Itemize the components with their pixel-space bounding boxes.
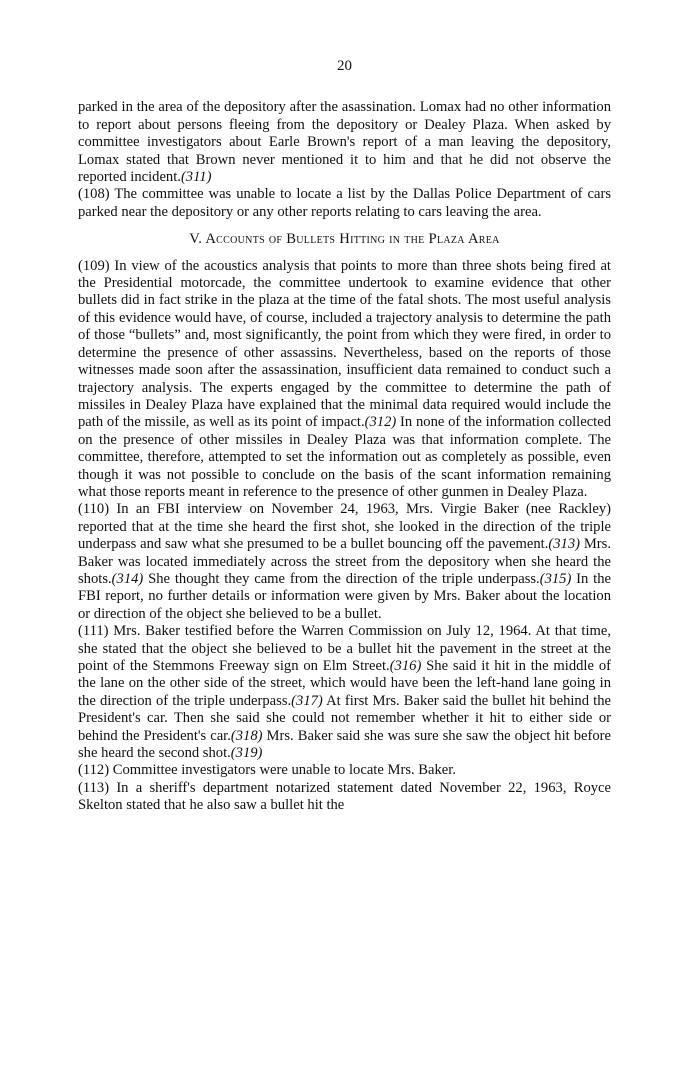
paragraph-text: Mrs. Baker said she was sure she saw the object hit before she heard the second shot.: [78, 727, 611, 762]
paragraph-text: In the FBI report, no further details or information were given by Mrs. Baker about the location or direction of the object she believed to be a bullet.: [78, 570, 611, 622]
paragraph-text: (110) In an FBI interview on November 24, 1963, Mrs. Virgie Baker (nee Rackley) reported that at the time she heard the first shot, she looked in the direction of the triple underpass and saw what she presumed to be a bullet bouncing off the pavement.: [78, 501, 611, 553]
citation-number: (316): [389, 658, 422, 674]
paragraph: [78, 623, 611, 762]
paragraph: [78, 99, 611, 186]
paragraph-text: She thought they came from the direction of the triple underpass.: [143, 570, 540, 587]
citation-number: (315): [539, 570, 572, 587]
paragraph: [78, 780, 611, 815]
paragraph-text: (113) In a sheriff's department notarized statement dated November 22, 1963, Royce Skelton stated that he also saw a bullet hit the: [78, 779, 611, 814]
citation-number: (317): [291, 692, 323, 709]
document-body: [78, 99, 611, 814]
paragraph: [78, 186, 611, 221]
paragraph-text: (112) Committee investigators were unable to locate Mrs. Baker.: [78, 762, 456, 779]
citation-number: (312): [364, 414, 397, 431]
paragraph: [78, 762, 611, 779]
paragraph-text: At first Mrs. Baker said the bullet hit behind the President's car. Then she said she could not remember whether it hit to either side or behind the President's car.: [78, 692, 611, 744]
paragraph-text: In none of the information collected on the presence of other missiles in Dealey Plaza was that information complete. The committee, therefore, attempted to set the information out as completely as possible, even though it was not possible to conclude on the basis of the scant information remaining what those reports meant in reference to the presence of other gunmen in Dealey Plaza.: [78, 414, 612, 500]
paragraph-text: She said it hit in the middle of the lane on the other side of the street, which would have been the left-hand lane going in the direction of the triple underpass.: [78, 658, 611, 709]
page-number: 20: [337, 58, 352, 74]
citation-number: (311): [180, 169, 212, 186]
document-page: [78, 58, 611, 815]
paragraph-text: (109) In view of the acoustics analysis that points to more than three shots being fired at the Presidential motorcade, the committee undertook to examine evidence that other bullets did in fact strike in the plaza at the time of the fatal shots. The most useful analysis of this evidence would have, of course, included a trajectory analysis to determine the path of those “bullets” and, most significantly, the point from which they were fired, in order to determine the presence of other assassins. Nevertheless, based on the reports of those witnesses made soon after the assassination, insufficient data remained to conduct such a trajectory analysis. The experts engaged by the committee to determine the path of missiles in Dealey Plaza have explained that the minimal data required would include the path of the missile, as well as its point of impact.: [78, 257, 611, 431]
paragraph-text: Mrs. Baker was located immediately across the street from the depository when she heard the shots.: [78, 536, 611, 587]
paragraph: [78, 258, 611, 502]
citation-number: (313): [548, 536, 581, 553]
paragraph-text: parked in the area of the depository after the asassination. Lomax had no other information to report about persons fleeing from the depository or Dealey Plaza. When asked by committee investigators about Earle Brown's report of a man leaving the depository, Lomax stated that Brown never mentioned it to him and that he did not observe the reported incident.: [78, 99, 611, 186]
citation-number: (319): [230, 745, 263, 762]
citation-number: (318): [230, 727, 263, 744]
section-heading: V. Accounts of Bullets Hitting in the Plaza Area: [189, 231, 500, 248]
paragraph: [78, 501, 611, 623]
citation-number: (314): [111, 570, 144, 587]
paragraph-text: (108) The committee was unable to locate a list by the Dallas Police Department of cars parked near the depository or any other reports relating to cars leaving the area.: [78, 186, 611, 220]
paragraph-text: (111) Mrs. Baker testified before the Warren Commission on July 12, 1964. At that time, she stated that the object she believed to be a bullet hit the pavement in the street at the point of the Stemmons Freeway sign on Elm Street.: [78, 623, 611, 674]
